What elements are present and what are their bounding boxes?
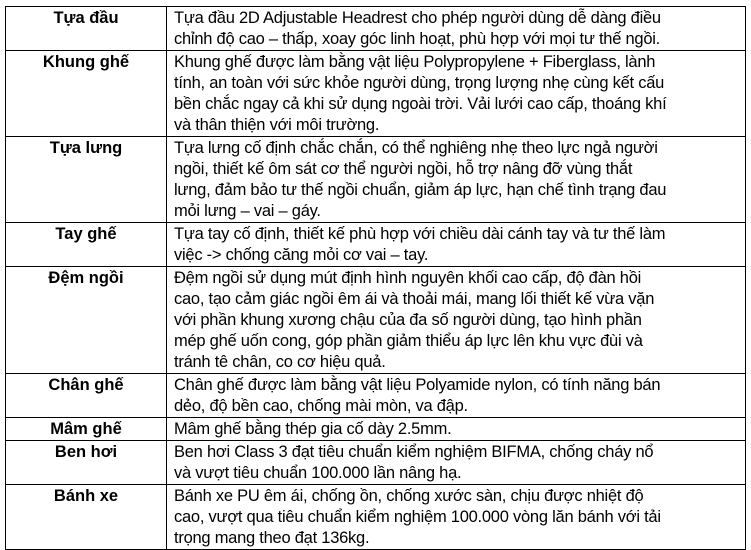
table-row — [6, 51, 746, 137]
row-label: Mâm ghế — [6, 418, 167, 441]
description-line: và thân thiện với môi trường. — [174, 116, 380, 134]
description-line: Đệm ngồi sử dụng mút định hình nguyên khối cao cấp, độ đàn hồi — [174, 269, 642, 287]
description-line: dẻo, độ bền cao, chống mài mòn, va đập. — [174, 397, 468, 415]
table-row — [6, 441, 746, 485]
row-label: Tựa lưng — [6, 137, 167, 223]
description-line: Tựa lưng cố định chắc chắn, có thể nghiêng nhẹ theo lực ngả người — [174, 139, 658, 157]
description-line: mỏi lưng – vai – gáy. — [174, 202, 321, 220]
row-description — [167, 485, 746, 550]
description-line: lưng, đảm bảo tư thế ngồi chuẩn, giảm áp lực, hạn chế tình trạng đau — [174, 181, 667, 199]
row-label: Đệm ngồi — [6, 267, 167, 374]
spec-table-body — [6, 7, 746, 550]
description-line: chỉnh độ cao – thấp, xoay góc linh hoạt, phù hợp với mọi tư thế ngồi. — [174, 30, 660, 48]
description-line: việc -> chống căng mỏi cơ vai – tay. — [174, 246, 429, 264]
row-description — [167, 223, 746, 267]
description-line: Chân ghế được làm bằng vật liệu Polyamide nylon, có tính năng bán — [174, 376, 661, 394]
description-line: mép ghế uốn cong, góp phần giảm thiểu áp lực lên khu vực đùi và — [174, 332, 643, 350]
description-line: trọng mang theo đạt 136kg. — [174, 529, 370, 547]
description-line: Ben hơi Class 3 đạt tiêu chuẩn kiểm nghiệm BIFMA, chống cháy nổ — [174, 443, 654, 461]
row-label: Ben hơi — [6, 441, 167, 485]
row-description — [167, 51, 746, 137]
row-label: Bánh xe — [6, 485, 167, 550]
description-line: ngồi, thiết kế ôm sát cơ thể người ngồi, hỗ trợ nâng đỡ vùng thắt — [174, 160, 633, 178]
table-row — [6, 137, 746, 223]
row-description — [167, 137, 746, 223]
description-line: Khung ghế được làm bằng vật liệu Polypropylene + Fiberglass, lành — [174, 53, 656, 71]
row-label: Khung ghế — [6, 51, 167, 137]
table-row — [6, 485, 746, 550]
row-label: Tay ghế — [6, 223, 167, 267]
description-line: bền chắc ngay cả khi sử dụng ngoài trời. Vải lưới cao cấp, thoáng khí — [174, 95, 667, 113]
row-description — [167, 418, 746, 441]
description-line: với phần khung xương chậu của đa số người dùng, tạo hình phần — [174, 311, 642, 329]
description-line: Bánh xe PU êm ái, chống ồn, chống xước sàn, chịu được nhiệt độ — [174, 487, 644, 505]
description-line: tính, an toàn với sức khỏe người dùng, trọng lượng nhẹ cùng kết cấu — [174, 74, 665, 92]
description-line: và vượt tiêu chuẩn 100.000 lần nâng hạ. — [174, 464, 462, 482]
spec-table — [5, 6, 746, 550]
row-description — [167, 441, 746, 485]
table-row — [6, 418, 746, 441]
table-row — [6, 7, 746, 51]
row-label: Chân ghế — [6, 374, 167, 418]
description-line: cao, tạo cảm giác ngồi êm ái và thoải mái, mang lối thiết kế vừa vặn — [174, 290, 655, 308]
table-row — [6, 223, 746, 267]
description-line: cao, vượt qua tiêu chuẩn kiểm nghiệm 100.000 vòng lăn bánh với tải — [174, 508, 661, 526]
row-description — [167, 7, 746, 51]
description-line: Mâm ghế bằng thép gia cố dày 2.5mm. — [174, 420, 452, 438]
row-description — [167, 374, 746, 418]
table-row — [6, 267, 746, 374]
row-description — [167, 267, 746, 374]
description-line: Tựa tay cố định, thiết kế phù hợp với chiều dài cánh tay và tư thế làm — [174, 225, 666, 243]
description-line: Tựa đầu 2D Adjustable Headrest cho phép người dùng dễ dàng điều — [174, 9, 661, 27]
description-line: tránh tê chân, co cơ hiệu quả. — [174, 353, 386, 371]
table-row — [6, 374, 746, 418]
row-label: Tựa đầu — [6, 7, 167, 51]
